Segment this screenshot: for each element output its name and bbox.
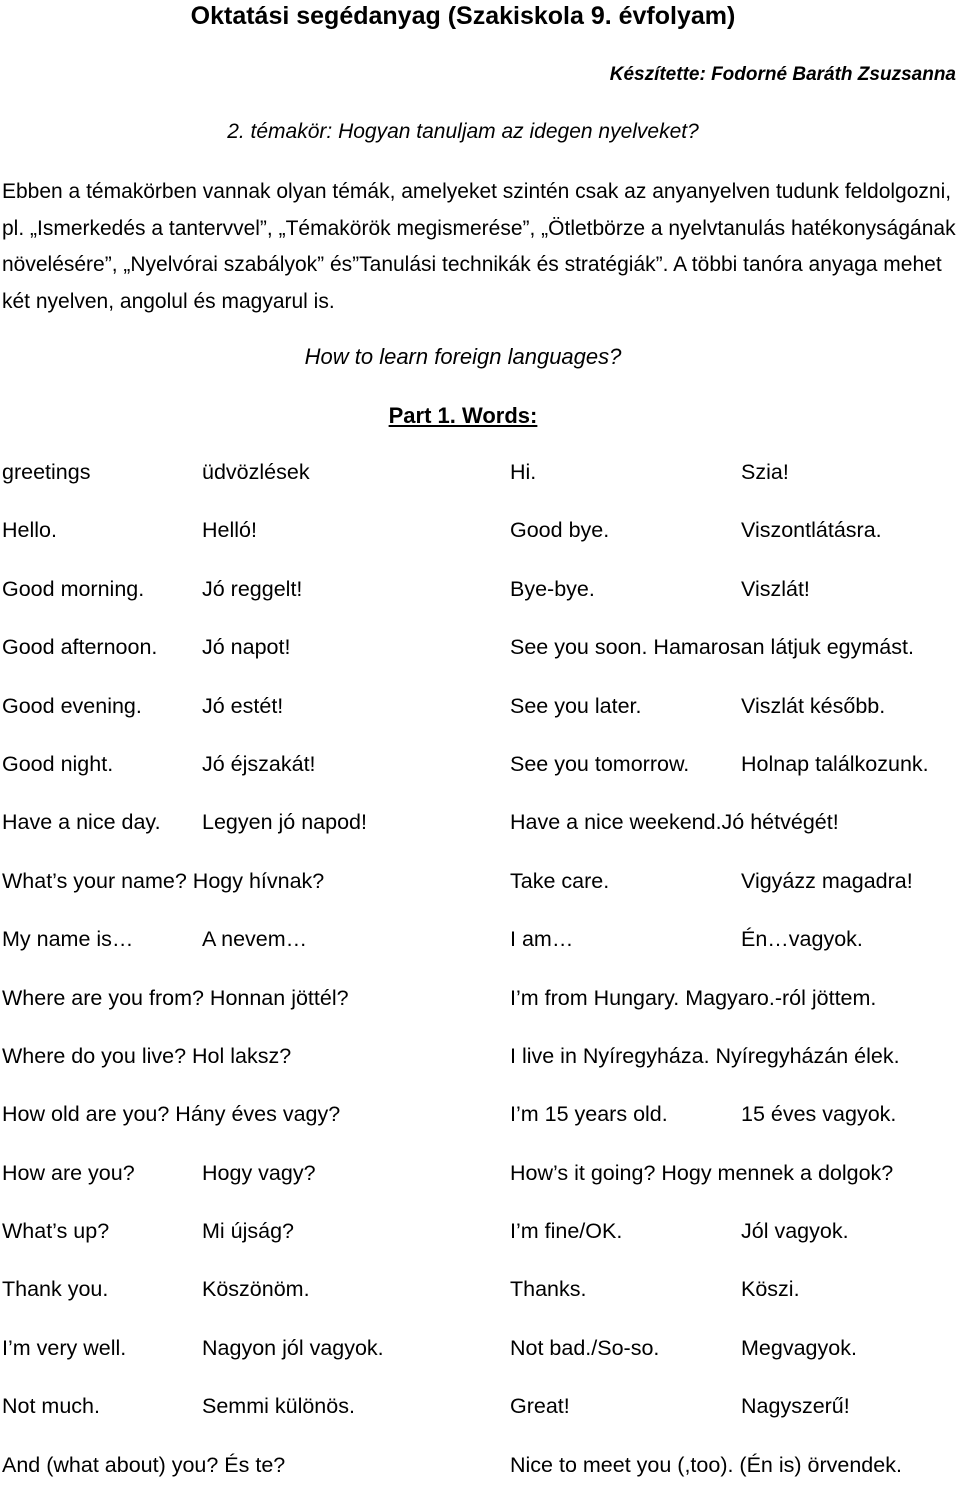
english-term: Good bye.: [510, 518, 610, 543]
hungarian-term: Nagyszerű!: [741, 1394, 850, 1419]
english-term: What’s your name? Hogy hívnak?: [2, 868, 325, 893]
english-term: I’m 15 years old.: [510, 1102, 668, 1127]
hungarian-term: Nagyon jól vagyok.: [202, 1335, 384, 1360]
english-term: How are you?: [2, 1160, 135, 1185]
english-term: Where do you live? Hol laksz?: [2, 1043, 292, 1068]
english-term: greetings: [2, 460, 91, 484]
intro-paragraph: Ebben a témakörben vannak olyan témák, amelyeket szintén csak az anyanyelven tudunk feldolgozni, pl. „Ismerkedés a tantervvel”, „Témakörök megismerése”, „Ötletbörze a nyelvtanulás hatékonyságának növelésére”, „Nyelvórai szabályok” és”Tanulási technikák és stratégiák”. A többi tanóra anyaga mehet két nyelven, angolul és magyarul is.: [2, 180, 956, 313]
hungarian-term: Jó reggelt!: [202, 576, 303, 601]
english-term: Not bad./So-so.: [510, 1335, 660, 1360]
vocab-row: [2, 694, 960, 752]
vocab-row: [2, 869, 960, 927]
english-term: Take care.: [510, 868, 610, 893]
vocab-row: [2, 1336, 960, 1394]
english-term: Good evening.: [2, 693, 142, 718]
hungarian-term: Én…vagyok.: [741, 927, 863, 952]
vocab-row: [2, 577, 960, 635]
vocab-row: [2, 927, 960, 985]
english-term: I’m fine/OK.: [510, 1219, 623, 1244]
vocab-row: [2, 1044, 960, 1102]
vocab-row: [2, 986, 960, 1044]
hungarian-term: Semmi különös.: [202, 1394, 355, 1419]
hungarian-term: 15 éves vagyok.: [741, 1102, 897, 1127]
vocab-row: [2, 1219, 960, 1277]
vocab-row: [2, 1161, 960, 1219]
author-line: Készítette: Fodorné Baráth Zsuzsanna: [609, 64, 956, 85]
english-term: And (what about) you? És te?: [2, 1452, 286, 1477]
english-term: Nice to meet you (,too). (Én is) örvendek.: [510, 1452, 902, 1477]
english-term: See you later.: [510, 693, 642, 718]
hungarian-term: Jól vagyok.: [741, 1219, 849, 1244]
english-term: I’m very well.: [2, 1335, 127, 1360]
english-term: How’s it going? Hogy mennek a dolgok?: [510, 1160, 894, 1185]
hungarian-term: Jó estét!: [202, 693, 284, 718]
vocab-row: [2, 1102, 960, 1160]
english-term: How old are you? Hány éves vagy?: [2, 1102, 341, 1127]
part-heading: Part 1. Words:: [388, 403, 538, 428]
english-term: Good afternoon.: [2, 635, 158, 660]
hungarian-term: üdvözlések: [202, 460, 310, 484]
english-term: Where are you from? Honnan jöttél?: [2, 985, 349, 1010]
english-term: Good morning.: [2, 576, 145, 601]
english-term: My name is…: [2, 927, 134, 952]
hungarian-term: Megvagyok.: [741, 1335, 857, 1360]
hungarian-term: Hogy vagy?: [202, 1160, 316, 1185]
hungarian-term: Legyen jó napod!: [202, 810, 367, 835]
hungarian-term: Szia!: [741, 460, 789, 484]
hungarian-term: Köszönöm.: [202, 1277, 310, 1302]
hungarian-term: Köszi.: [741, 1277, 800, 1302]
english-term: I live in Nyíregyháza. Nyíregyházán élek.: [510, 1043, 900, 1068]
english-term: See you soon. Hamarosan látjuk egymást.: [510, 635, 914, 660]
english-term: What’s up?: [2, 1219, 110, 1244]
hungarian-term: A nevem…: [202, 927, 308, 952]
section-subtitle: How to learn foreign languages?: [304, 344, 622, 369]
english-term: I’m from Hungary. Magyaro.-ról jöttem.: [510, 985, 877, 1010]
document-title: Oktatási segédanyag (Szakiskola 9. évfolyam): [190, 2, 736, 30]
vocab-row: [2, 1277, 960, 1335]
english-term: Have a nice day.: [2, 810, 161, 835]
hungarian-term: Helló!: [202, 518, 257, 543]
english-term: See you tomorrow.: [510, 751, 690, 776]
english-term: Thanks.: [510, 1277, 587, 1302]
english-term: Bye-bye.: [510, 576, 595, 601]
hungarian-term: Jó éjszakát!: [202, 751, 316, 776]
hungarian-term: Viszontlátásra.: [741, 518, 882, 543]
english-term: Great!: [510, 1394, 570, 1419]
english-term: Hello.: [2, 518, 57, 543]
vocab-row: [2, 810, 960, 868]
hungarian-term: Mi újság?: [202, 1219, 295, 1244]
english-term: Thank you.: [2, 1277, 109, 1302]
english-term: Have a nice weekend.Jó hétvégét!: [510, 810, 839, 835]
vocab-row: [2, 460, 960, 518]
vocabulary-list: [2, 460, 960, 1511]
hungarian-term: Jó napot!: [202, 635, 291, 660]
english-term: Hi.: [510, 460, 537, 484]
vocab-row: [2, 518, 960, 576]
hungarian-term: Viszlát!: [741, 576, 810, 601]
hungarian-term: Viszlát később.: [741, 693, 886, 718]
vocab-row: [2, 752, 960, 810]
vocab-row: [2, 635, 960, 693]
english-term: I am…: [510, 927, 574, 952]
hungarian-term: Holnap találkozunk.: [741, 751, 929, 776]
hungarian-term: Vigyázz magadra!: [741, 868, 913, 893]
vocab-row: [2, 1394, 960, 1452]
english-term: Good night.: [2, 751, 114, 776]
english-term: Not much.: [2, 1394, 100, 1419]
topic-heading: 2. témakör: Hogyan tanuljam az idegen nyelveket?: [227, 120, 699, 143]
